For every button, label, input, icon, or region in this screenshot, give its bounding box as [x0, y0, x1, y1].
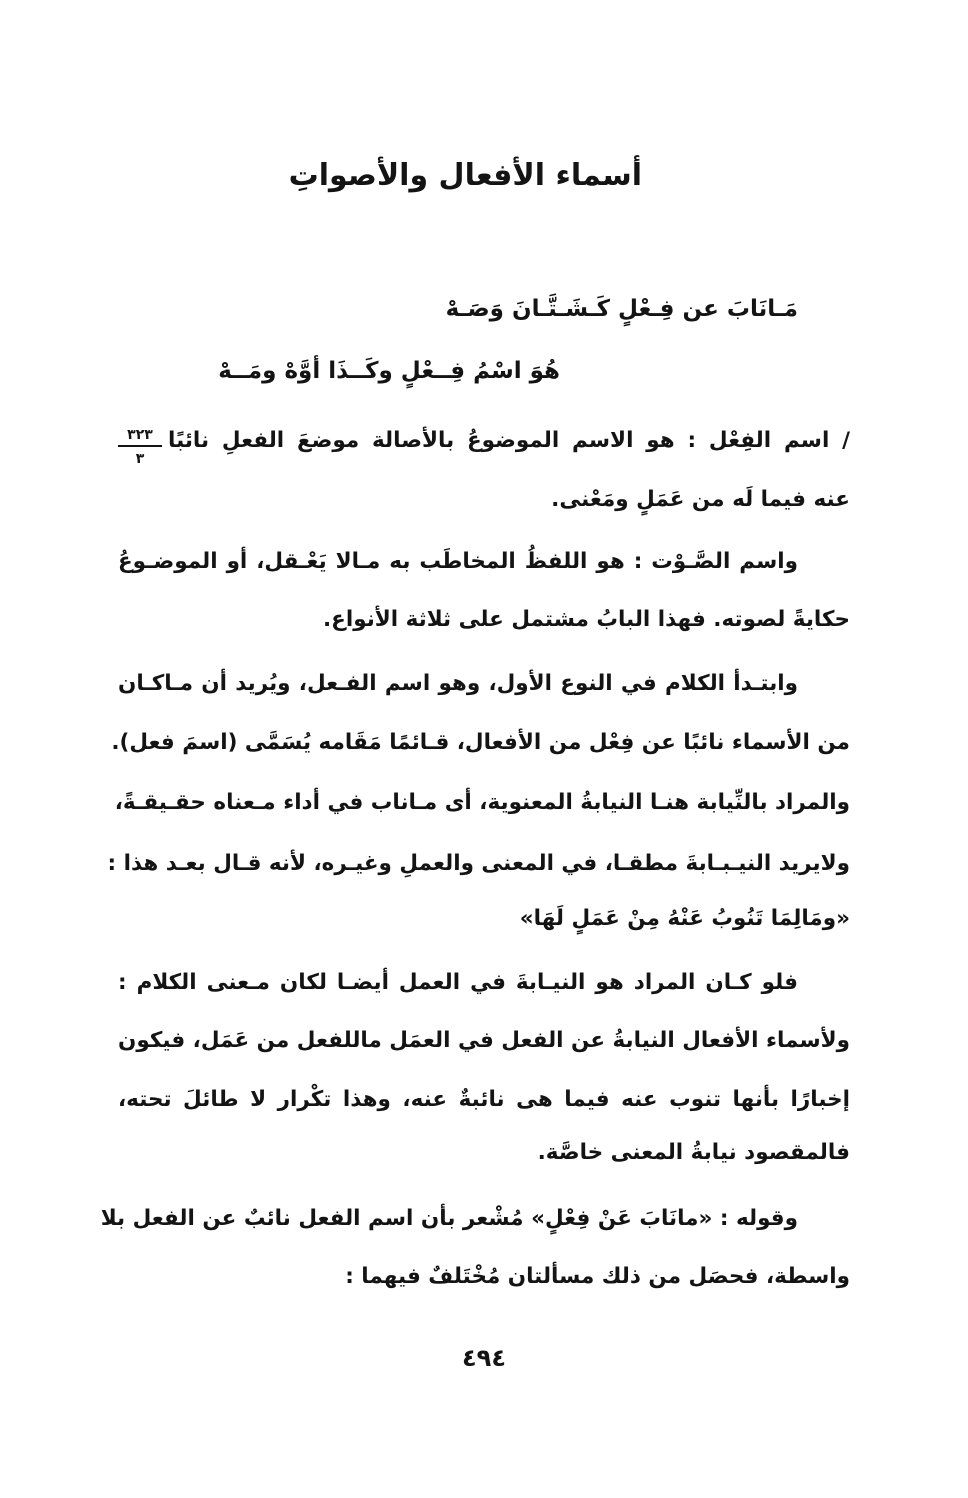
text-line: وابتـدأ الكلام في النوع الأول، وهو اسم الفـعل، ويُريد أن مـاكـان: [118, 671, 798, 696]
margin-reference-bottom: ٣: [135, 451, 145, 467]
text-line: واسطة، فحصَل من ذلك مسألتان مُخْتَلفٌ فيهما :: [345, 1264, 850, 1289]
text-line: عنه فيما لَه من عَمَلٍ ومَعْنى.: [551, 487, 850, 512]
page-number: ٤٩٤: [462, 1344, 506, 1372]
text-line: فلو كـان المراد هو النيـابةَ في العمل أيضـا لكان مـعنى الكلام :: [118, 970, 798, 995]
text-line: وقوله : «مانَابَ عَنْ فِعْلٍ» مُشْعر بأن اسم الفعل نائبٌ عن الفعل بلا: [100, 1206, 798, 1231]
text-line: والمراد بالنِّيابة هنـا النيابةُ المعنوية، أى مـاناب في أداء مـعناه حقـيقـةً،: [114, 790, 850, 815]
verse-line-1: مَـانَابَ عن فِـعْلٍ كَـشَـتَّـانَ وَصَـهْ: [445, 296, 798, 322]
text-line: / اسم الفِعْل : هو الاسم الموضوعُ بالأصالة موضعَ الفعلِ نائبًا: [168, 428, 850, 453]
margin-reference-top: ٣٢٣: [127, 427, 153, 443]
chapter-title: أسماء الأفعال والأصواتِ: [288, 158, 642, 193]
margin-reference: [118, 426, 162, 472]
quoted-verse: «ومَالِمَا تَنُوبُ عَنْهُ مِنْ عَمَلٍ لَهَا»: [519, 906, 850, 931]
text-line: إخبارًا بأنها تنوب عنه فيما هى نائبةٌ عنه، وهذا تكْرار لا طائلَ تحته،: [118, 1087, 850, 1112]
verse-line-2: هُوَ اسْمُ فِــعْلٍ وكَــذَا أوَّهْ ومَــهْ: [218, 358, 560, 384]
margin-reference-bar: [118, 445, 162, 447]
text-line: ولايريد النيـبـابةَ مطقـا، في المعنى والعملِ وغيـره، لأنه قـال بعـد هذا :: [107, 851, 850, 876]
text-line: واسم الصَّـوْت : هو اللفظُ المخاطَب به مـالا يَعْـقل، أو الموضـوعُ: [118, 549, 798, 574]
text-line: حكايةً لصوته. فهذا البابُ مشتمل على ثلاثة الأنواع.: [322, 607, 850, 632]
text-line: فالمقصود نيابةُ المعنى خاصَّة.: [537, 1140, 850, 1165]
text-line: ولأسماء الأفعال النيابةُ عن الفعل في العمَل ماللفعل من عَمَل، فيكون: [118, 1028, 850, 1053]
text-line: من الأسماء نائبًا عن فِعْل من الأفعال، قـائمًا مَقَامه يُسَمَّى (اسمَ فعل).: [111, 730, 850, 755]
